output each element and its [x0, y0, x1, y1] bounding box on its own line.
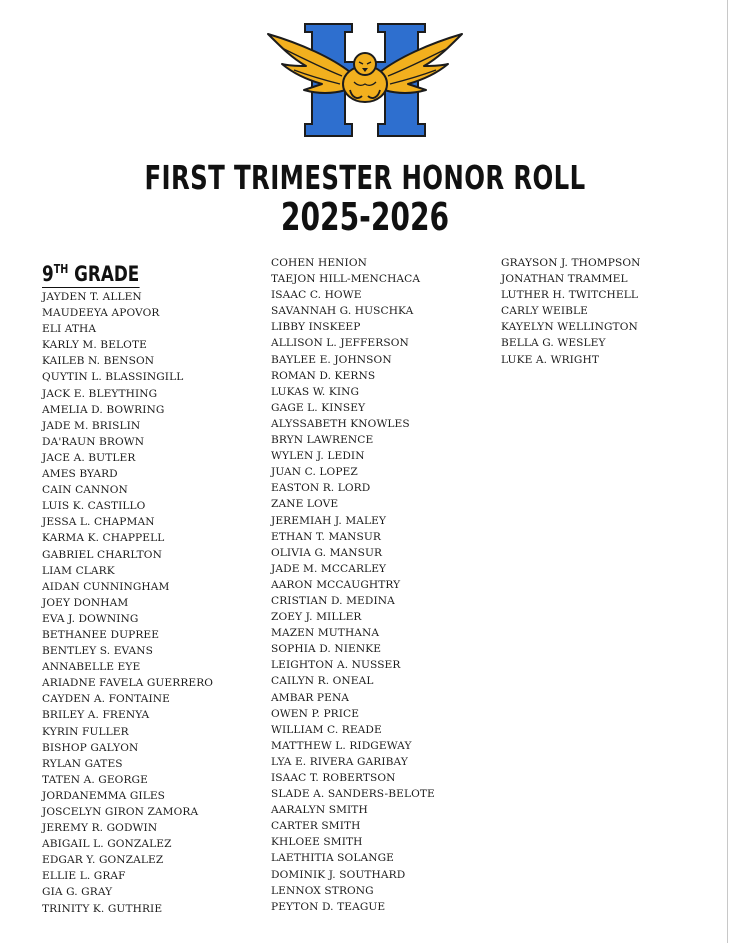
student-name: BENTLEY S. EVANS	[42, 645, 154, 658]
student-name: LUKAS W. KING	[271, 385, 360, 398]
student-name: GRAYSON J. THOMPSON	[501, 257, 641, 269]
student-name: ARIADNE FAVELA GUERRERO	[42, 677, 214, 690]
student-name: AMELIA D. BOWRING	[42, 403, 165, 416]
student-name: TRINITY K. GUTHRIE	[42, 902, 163, 915]
student-name: ROMAN D. KERNS	[271, 369, 376, 382]
student-name: EVA J. DOWNING	[42, 612, 139, 625]
student-name: KARLY M. BELOTE	[42, 339, 147, 352]
student-name: ISAAC C. HOWE	[271, 289, 362, 302]
student-name: ELLIE L. GRAF	[42, 870, 126, 883]
student-name: COHEN HENION	[271, 257, 367, 269]
student-name: WYLEN J. LEDIN	[271, 450, 365, 463]
student-name: GABRIEL CHARLTON	[42, 548, 162, 561]
student-name: SOPHIA D. NIENKE	[271, 643, 382, 656]
student-name: OWEN P. PRICE	[271, 707, 360, 720]
student-name: AARON MCCAUGHTRY	[271, 578, 401, 591]
student-name: ANNABELLE EYE	[42, 661, 141, 674]
student-name: CARTER SMITH	[271, 820, 361, 833]
names-column-2	[271, 255, 435, 915]
student-name: LUIS K. CASTILLO	[42, 500, 146, 513]
student-name: MAZEN MUTHANA	[271, 627, 380, 640]
student-name: EASTON R. LORD	[271, 482, 371, 495]
grade-number: 9	[42, 262, 54, 286]
student-name: PEYTON D. TEAGUE	[271, 900, 386, 913]
student-name: LUKE A. WRIGHT	[501, 353, 600, 366]
student-name: DOMINIK J. SOUTHARD	[271, 868, 406, 881]
student-name: BAYLEE E. JOHNSON	[271, 353, 392, 366]
student-name: JEREMIAH J. MALEY	[271, 514, 387, 527]
student-name: GAGE L. KINSEY	[271, 401, 366, 414]
student-name: ALLISON L. JEFFERSON	[271, 337, 409, 350]
student-name: BISHOP GALYON	[42, 741, 139, 754]
student-name: BELLA G. WESLEY	[501, 337, 606, 350]
student-name: LAETHITIA SOLANGE	[271, 852, 394, 865]
student-name: JEREMY R. GODWIN	[42, 822, 158, 835]
student-name: JOEY DONHAM	[42, 596, 129, 609]
student-name: MAUDEEYA APOVOR	[42, 307, 160, 320]
student-name: JADE M. BRISLIN	[42, 419, 141, 432]
student-name: ETHAN T. MANSUR	[271, 530, 381, 543]
student-name: WILLIAM C. READE	[271, 723, 382, 736]
student-name: BRYN LAWRENCE	[271, 434, 374, 447]
student-name: SLADE A. SANDERS-BELOTE	[271, 788, 435, 801]
student-name: ABIGAIL L. GONZALEZ	[42, 838, 172, 851]
student-name: EDGAR Y. GONZALEZ	[42, 854, 164, 867]
student-name: CAIN CANNON	[42, 484, 128, 497]
page-edge	[727, 0, 728, 943]
student-name: JUAN C. LOPEZ	[271, 466, 358, 479]
student-name: KAYELYN WELLINGTON	[501, 321, 638, 334]
student-name: TAEJON HILL-MENCHACA	[271, 273, 421, 286]
student-name: SAVANNAH G. HUSCHKA	[271, 305, 414, 318]
student-name: LUTHER H. TWITCHELL	[501, 289, 638, 302]
student-name: LYA E. RIVERA GARIBAY	[271, 755, 408, 768]
grade-heading	[42, 257, 139, 288]
student-name: ALYSSABETH KNOWLES	[271, 417, 410, 430]
student-name: GIA G. GRAY	[42, 886, 113, 899]
student-name: JACE A. BUTLER	[42, 451, 136, 464]
student-name: BETHANEE DUPREE	[42, 628, 160, 641]
student-name: ZANE LOVE	[271, 498, 339, 511]
student-name: JORDANEMMA GILES	[42, 789, 166, 802]
names-column-1	[42, 289, 213, 917]
student-name: JADE M. MCCARLEY	[271, 562, 387, 575]
names-column-3	[501, 255, 640, 368]
student-name: ELI ATHA	[42, 323, 97, 336]
school-year: 2025-2026	[280, 195, 450, 239]
student-name: CAYDEN A. FONTAINE	[42, 693, 170, 706]
student-name: LEIGHTON A. NUSSER	[271, 659, 401, 672]
student-name: JONATHAN TRAMMEL	[501, 273, 628, 286]
student-name: AMBAR PENA	[271, 691, 350, 704]
student-name: ISAAC T. ROBERTSON	[271, 772, 396, 784]
student-name: AARALYN SMITH	[271, 804, 368, 817]
student-name: CRISTIAN D. MEDINA	[271, 594, 395, 607]
student-name: MATTHEW L. RIDGEWAY	[271, 739, 412, 752]
student-name: KYRIN FULLER	[42, 725, 129, 738]
student-name: AIDAN CUNNINGHAM	[42, 580, 170, 593]
student-name: KHLOEE SMITH	[271, 836, 363, 849]
student-name: JESSA L. CHAPMAN	[42, 516, 155, 529]
student-name: JOSCELYN GIRON ZAMORA	[42, 806, 199, 818]
student-name: CARLY WEIBLE	[501, 305, 589, 318]
page-title: FIRST TRIMESTER HONOR ROLL	[144, 158, 586, 197]
student-name: QUYTIN L. BLASSINGILL	[42, 371, 184, 384]
student-name: CAILYN R. ONEAL	[271, 675, 374, 688]
student-name: DA'RAUN BROWN	[42, 435, 145, 448]
student-name: JACK E. BLEYTHING	[42, 387, 158, 400]
student-name: ZOEY J. MILLER	[271, 611, 362, 624]
hornet-h-logo	[262, 14, 468, 142]
student-name: KARMA K. CHAPPELL	[42, 532, 165, 545]
student-name: AMES BYARD	[42, 468, 118, 481]
student-name: OLIVIA G. MANSUR	[271, 546, 383, 559]
student-name: LIBBY INSKEEP	[271, 321, 361, 334]
student-name: LENNOX STRONG	[271, 884, 374, 897]
student-name: JAYDEN T. ALLEN	[42, 291, 142, 303]
student-name: LIAM CLARK	[42, 564, 115, 577]
student-name: KAILEB N. BENSON	[42, 355, 155, 368]
grade-word: GRADE	[74, 262, 140, 286]
student-name: RYLAN GATES	[42, 757, 123, 770]
student-name: TATEN A. GEORGE	[42, 773, 148, 786]
grade-suffix: TH	[53, 262, 69, 276]
student-name: BRILEY A. FRENYA	[42, 709, 150, 722]
